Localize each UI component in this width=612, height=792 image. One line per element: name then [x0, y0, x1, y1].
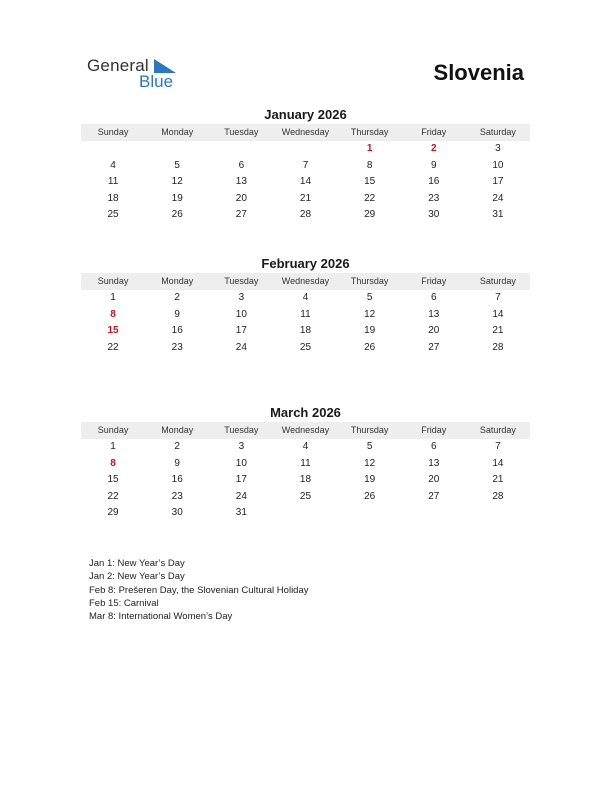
day-cell: 9 [430, 159, 437, 171]
week-row [81, 340, 530, 357]
holiday-day-cell: 15 [107, 325, 119, 337]
day-cell: 25 [107, 209, 119, 221]
day-cell: 3 [238, 292, 245, 303]
day-cell: 18 [299, 474, 312, 486]
weekday-label: Thursday [350, 276, 389, 286]
day-cell: 13 [428, 457, 440, 469]
week-row [81, 191, 530, 208]
weekday-label: Sunday [97, 425, 129, 435]
day-cell: 14 [492, 457, 504, 469]
logo-triangle-icon [154, 59, 176, 73]
day-cell: 14 [299, 176, 312, 188]
weekday-header-row [81, 422, 530, 439]
day-cell: 20 [428, 474, 440, 486]
week-row [81, 472, 530, 489]
holiday-list [89, 557, 309, 623]
week-row [81, 141, 530, 158]
day-cell: 19 [364, 474, 376, 486]
day-cell: 30 [428, 209, 440, 221]
day-cell: 22 [364, 192, 376, 204]
holiday-entry: Feb 15: Carnival [89, 597, 159, 609]
weekday-label: Saturday [479, 127, 516, 137]
weekday-label: Saturday [479, 425, 516, 435]
day-cell: 29 [107, 507, 119, 519]
day-cell: 24 [492, 192, 504, 204]
day-cell: 13 [428, 308, 440, 320]
day-cell: 22 [107, 490, 119, 502]
day-cell: 18 [299, 325, 312, 337]
day-cell: 6 [430, 441, 437, 452]
day-cell: 20 [235, 192, 247, 204]
day-cell: 21 [492, 325, 504, 337]
weekday-label: Friday [421, 127, 447, 137]
logo-word-general: General [87, 56, 149, 75]
day-cell: 16 [428, 176, 440, 188]
day-cell: 8 [366, 159, 373, 171]
weekday-label: Thursday [350, 127, 389, 137]
day-cell: 7 [495, 441, 501, 452]
day-cell: 10 [235, 457, 247, 469]
weekday-label: Monday [161, 127, 194, 137]
day-cell: 24 [235, 490, 247, 502]
weekday-label: Thursday [350, 425, 389, 435]
month-calendar [81, 107, 530, 224]
weekday-label: Wednesday [281, 127, 330, 137]
day-cell: 22 [107, 341, 119, 353]
day-cell: 27 [235, 209, 247, 221]
holiday-day-cell: 1 [366, 143, 373, 154]
day-cell: 3 [495, 143, 501, 154]
generalblue-logo [87, 56, 187, 92]
weekday-label: Sunday [97, 127, 129, 137]
day-cell: 12 [364, 308, 376, 320]
week-row [81, 505, 530, 522]
day-cell: 2 [174, 441, 180, 452]
weekday-label: Wednesday [281, 425, 330, 435]
day-cell: 16 [171, 474, 183, 486]
day-cell: 23 [171, 341, 183, 353]
day-cell: 29 [364, 209, 376, 221]
day-cell: 11 [300, 457, 311, 469]
day-cell: 15 [364, 176, 376, 188]
day-cell: 17 [235, 474, 247, 486]
day-cell: 26 [364, 341, 376, 353]
week-row [81, 489, 530, 506]
day-cell: 26 [171, 209, 183, 221]
weekday-label: Monday [161, 276, 194, 286]
holiday-day-cell: 8 [110, 457, 116, 469]
day-cell: 16 [171, 325, 183, 337]
weekday-label: Friday [421, 425, 447, 435]
day-cell: 2 [174, 292, 180, 303]
month-title: March 2026 [270, 405, 341, 420]
day-cell: 9 [174, 308, 180, 320]
empty-day-cell [81, 141, 145, 158]
month-title: February 2026 [261, 256, 350, 271]
day-cell: 1 [110, 441, 116, 452]
day-cell: 6 [430, 292, 437, 303]
week-row [81, 290, 530, 307]
day-cell: 1 [110, 292, 116, 303]
day-cell: 23 [428, 192, 440, 204]
weekday-label: Tuesday [224, 127, 259, 137]
week-row [81, 323, 530, 340]
weekday-label: Tuesday [224, 425, 259, 435]
day-cell: 24 [235, 341, 247, 353]
day-cell: 23 [171, 490, 183, 502]
empty-day-cell [273, 505, 337, 522]
day-cell: 18 [107, 192, 119, 204]
day-cell: 27 [428, 490, 440, 502]
weekday-label: Sunday [97, 276, 129, 286]
week-row [81, 158, 530, 175]
holiday-entry: Mar 8: International Women’s Day [89, 611, 233, 623]
holiday-entry: Jan 1: New Year’s Day [89, 558, 185, 569]
day-cell: 11 [107, 176, 119, 188]
day-cell: 26 [364, 490, 376, 502]
day-cell: 25 [299, 341, 312, 353]
day-cell: 28 [299, 209, 312, 221]
country-title: Slovenia [433, 60, 524, 85]
day-cell: 17 [492, 176, 504, 188]
weekday-label: Tuesday [224, 276, 259, 286]
day-cell: 17 [235, 325, 247, 337]
month-calendar [81, 256, 530, 356]
week-row [81, 307, 530, 324]
day-cell: 7 [495, 292, 501, 303]
weekday-header-row [81, 273, 530, 290]
day-cell: 27 [428, 341, 440, 353]
day-cell: 4 [302, 441, 309, 452]
week-row [81, 439, 530, 456]
day-cell: 3 [238, 441, 245, 452]
day-cell: 12 [364, 457, 376, 469]
day-cell: 11 [300, 308, 311, 320]
day-cell: 21 [492, 474, 504, 486]
day-cell: 28 [492, 341, 504, 353]
day-cell: 31 [235, 507, 247, 519]
weekday-header-row [81, 124, 530, 141]
day-cell: 10 [235, 308, 247, 320]
month-calendar [81, 405, 530, 522]
day-cell: 5 [366, 292, 373, 303]
day-cell: 4 [302, 292, 309, 303]
month-title: January 2026 [264, 107, 347, 122]
empty-day-cell [145, 141, 209, 158]
weekday-label: Wednesday [281, 276, 330, 286]
day-cell: 20 [428, 325, 440, 337]
day-cell: 19 [171, 192, 183, 204]
empty-day-cell [273, 141, 337, 158]
weekday-label: Friday [421, 276, 447, 286]
day-cell: 12 [171, 176, 183, 188]
week-row [81, 456, 530, 473]
day-cell: 5 [174, 159, 180, 171]
week-row [81, 207, 530, 224]
day-cell: 15 [107, 474, 119, 486]
empty-day-cell [209, 141, 273, 158]
day-cell: 9 [174, 457, 180, 469]
day-cell: 6 [238, 159, 245, 171]
day-cell: 31 [492, 209, 504, 221]
holiday-entry: Feb 8: Prešeren Day, the Slovenian Cultural Holiday [89, 584, 309, 596]
day-cell: 10 [492, 159, 504, 171]
empty-day-cell [338, 505, 402, 522]
day-cell: 7 [302, 159, 309, 171]
day-cell: 13 [235, 176, 247, 188]
day-cell: 19 [364, 325, 376, 337]
empty-day-cell [402, 505, 466, 522]
week-row [81, 174, 530, 191]
day-cell: 28 [492, 490, 504, 502]
weekday-label: Saturday [479, 276, 516, 286]
day-cell: 30 [171, 507, 183, 519]
day-cell: 5 [366, 441, 373, 452]
day-cell: 4 [110, 159, 116, 171]
holiday-day-cell: 8 [110, 308, 116, 320]
day-cell: 25 [299, 490, 312, 502]
empty-day-cell [466, 505, 530, 522]
holiday-entry: Jan 2: New Year’s Day [89, 571, 185, 583]
day-cell: 21 [299, 192, 312, 204]
day-cell: 14 [492, 308, 504, 320]
holiday-day-cell: 2 [430, 143, 437, 154]
weekday-label: Monday [161, 425, 194, 435]
logo-word-blue: Blue [139, 72, 174, 91]
